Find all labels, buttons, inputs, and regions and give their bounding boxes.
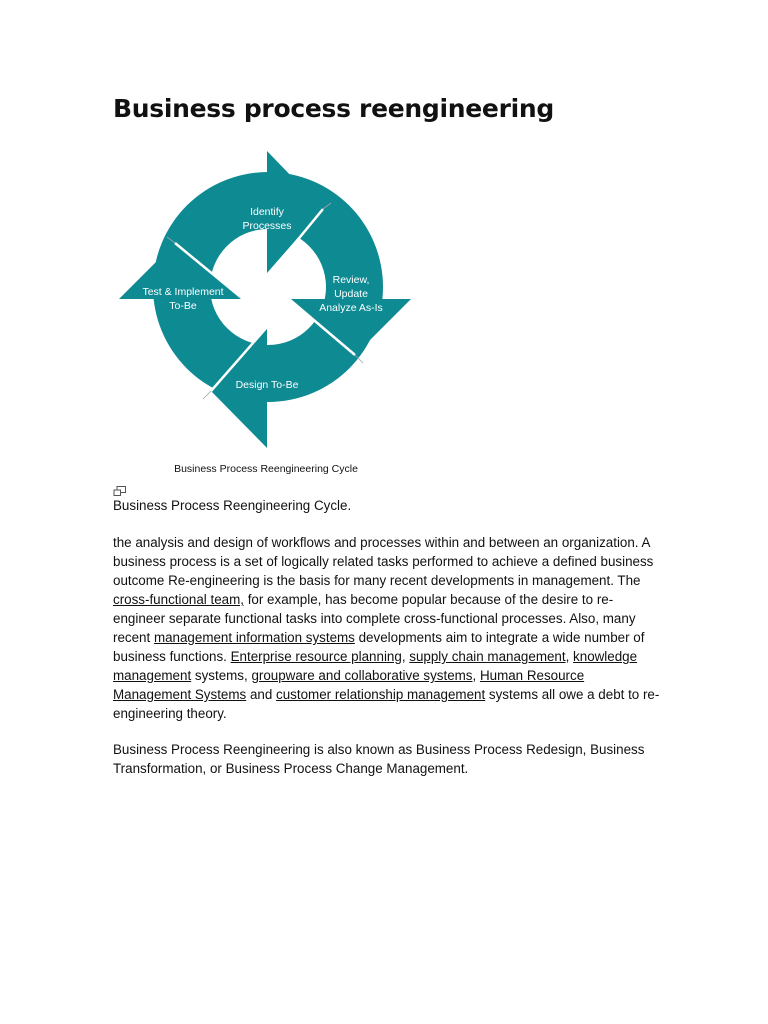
figure-caption: Business Process Reengineering Cycle.	[113, 498, 352, 513]
text-run: the analysis and design of workflows and processes within and between an organization. A business process is a set of logically related tasks performed to achieve a defined business outcome Re-engineering is the basis for many recent developments in management. The	[113, 535, 654, 588]
label-test-2: To-Be	[169, 300, 197, 312]
text-run: ,	[401, 649, 410, 664]
link-management-information-systems[interactable]: management information systems	[153, 630, 355, 645]
text-run: systems all owe a debt to re-engineering theory.	[113, 687, 660, 721]
text-run: ,	[565, 649, 574, 664]
label-review-1: Review,	[332, 274, 370, 286]
paragraph-2: Business Process Reengineering is also known as Business Process Redesign, Business Transformation, or Business Process Change Management.	[113, 742, 645, 776]
image-placeholder-icon[interactable]	[113, 484, 127, 496]
link-knowledge-management[interactable]: knowledge management	[113, 649, 638, 683]
diagram-caption: Business Process Reengineering Cycle	[174, 463, 358, 475]
link-customer-relationship-management[interactable]: customer relationship management	[276, 687, 486, 702]
label-review-2: Update	[334, 288, 368, 300]
label-identify-2: Processes	[242, 220, 292, 232]
text-run: ,	[472, 668, 480, 683]
label-review-3: Analyze As-Is	[319, 302, 383, 314]
label-identify-1: Identify	[250, 206, 284, 218]
text-run: and	[246, 687, 277, 702]
bpr-cycle-diagram	[113, 145, 423, 485]
label-design: Design To-Be	[235, 379, 299, 391]
link-hrm-systems[interactable]: Human Resource Management Systems	[113, 668, 585, 702]
text-run: systems,	[191, 668, 252, 683]
link-enterprise-resource-planning[interactable]: Enterprise resource planning	[230, 649, 402, 664]
link-groupware-collaborative-systems[interactable]: groupware and collaborative systems	[251, 668, 473, 683]
link-supply-chain-management[interactable]: supply chain management	[409, 649, 566, 664]
cycle-graphic	[113, 145, 423, 485]
text-run: for example, has become popular because of the desire to re-engineer separate functional tasks into complete cross-functional processes. Also, many recent	[113, 592, 636, 645]
paragraph-1	[113, 533, 663, 723]
page-title: Business process reengineering	[113, 94, 554, 123]
text-run: developments aim to integrate a wide number of business functions.	[113, 630, 645, 664]
link-cross-functional-team[interactable]: cross-functional team,	[113, 592, 244, 607]
label-test-1: Test & Implement	[142, 286, 224, 298]
